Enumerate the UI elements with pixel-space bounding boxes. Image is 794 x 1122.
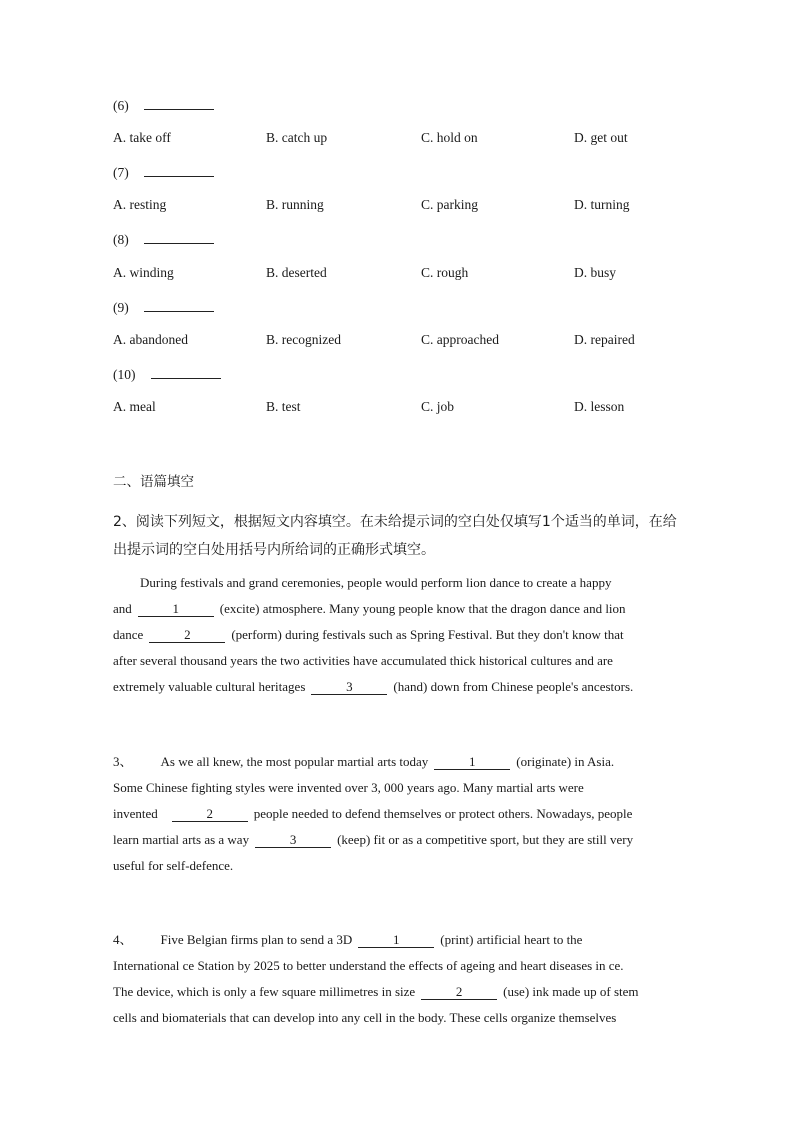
- passage-number: 3、: [113, 754, 133, 769]
- passage-line: after several thousand years the two activities have accumulated thick historical cultures and are: [113, 653, 613, 668]
- passage-3: [113, 749, 683, 879]
- answer-blank[interactable]: [144, 96, 214, 110]
- fill-blank-2[interactable]: 2: [149, 627, 225, 643]
- option-a[interactable]: A. resting: [113, 197, 167, 212]
- passage-text: invented: [113, 806, 158, 821]
- answer-blank[interactable]: [144, 230, 214, 244]
- passage-text: (print) artificial heart to the: [440, 932, 583, 947]
- option-d[interactable]: D. busy: [574, 265, 617, 280]
- passage-text: (keep) fit or as a competitive sport, but they are still very: [337, 832, 634, 847]
- option-b[interactable]: B. test: [266, 399, 301, 414]
- option-d[interactable]: D. get out: [574, 130, 628, 145]
- option-d[interactable]: D. repaired: [574, 332, 635, 347]
- option-b[interactable]: B. recognized: [266, 332, 341, 347]
- passage-text: learn martial arts as a way: [113, 832, 250, 847]
- passage-text: extremely valuable cultural heritages: [113, 679, 306, 694]
- question-number: (8): [113, 232, 129, 247]
- option-d[interactable]: D. lesson: [574, 399, 625, 414]
- fill-blank-3[interactable]: 3: [255, 832, 331, 848]
- section-title: 二、语篇填空: [113, 474, 194, 490]
- passage-line: cells and biomaterials that can develop into any cell in the body. These cells organize themselves: [113, 1010, 617, 1025]
- fill-blank-1[interactable]: 1: [358, 932, 434, 948]
- passage-text: Five Belgian firms plan to send a 3D: [160, 932, 353, 947]
- answer-blank[interactable]: [151, 365, 221, 379]
- option-b[interactable]: B. deserted: [266, 265, 327, 280]
- passage-text: (perform) during festivals such as Spring Festival. But they don't know that: [231, 627, 624, 642]
- passage-line: During festivals and grand ceremonies, people would perform lion dance to create a happy: [140, 575, 612, 590]
- passage-text: The device, which is only a few square millimetres in size: [113, 984, 416, 999]
- passage-2: [113, 570, 683, 700]
- passage-number: 4、: [113, 932, 133, 947]
- passage-text: (use) ink made up of stem: [503, 984, 639, 999]
- passage-line: Some Chinese fighting styles were invented over 3, 000 years ago. Many martial arts were: [113, 780, 584, 795]
- option-b[interactable]: B. catch up: [266, 130, 328, 145]
- option-a[interactable]: A. meal: [113, 399, 156, 414]
- passage-line: International ce Station by 2025 to better understand the effects of ageing and heart diseases in ce.: [113, 958, 624, 973]
- instruction-line-2: 出提示词的空白处用括号内所给词的正确形式填空。: [113, 542, 435, 558]
- passage-text: dance: [113, 627, 144, 642]
- fill-blank-2[interactable]: 2: [421, 984, 497, 1000]
- passage-text: people needed to defend themselves or protect others. Nowadays, people: [253, 806, 633, 821]
- passage-4: [113, 927, 683, 1031]
- option-a[interactable]: A. take off: [113, 130, 171, 145]
- fill-blank-2[interactable]: 2: [172, 806, 248, 822]
- question-number: (6): [113, 98, 129, 113]
- question-number: (9): [113, 300, 129, 315]
- passage-text: (excite) atmosphere. Many young people know that the dragon dance and lion: [219, 601, 626, 616]
- fill-blank-3[interactable]: 3: [311, 679, 387, 695]
- passage-text: As we all knew, the most popular martial arts today: [160, 754, 429, 769]
- option-c[interactable]: C. job: [421, 399, 455, 414]
- option-a[interactable]: A. abandoned: [113, 332, 188, 347]
- answer-blank[interactable]: [144, 163, 214, 177]
- option-c[interactable]: C. approached: [421, 332, 499, 347]
- question-number: (7): [113, 165, 129, 180]
- option-c[interactable]: C. parking: [421, 197, 478, 212]
- option-d[interactable]: D. turning: [574, 197, 630, 212]
- fill-blank-1[interactable]: 1: [434, 754, 510, 770]
- answer-blank[interactable]: [144, 298, 214, 312]
- option-a[interactable]: A. winding: [113, 265, 174, 280]
- fill-blank-1[interactable]: 1: [138, 601, 214, 617]
- passage-line: useful for self-defence.: [113, 858, 234, 873]
- option-b[interactable]: B. running: [266, 197, 324, 212]
- passage-text: (originate) in Asia.: [516, 754, 615, 769]
- passage-text: (hand) down from Chinese people's ancestors.: [393, 679, 634, 694]
- option-c[interactable]: C. rough: [421, 265, 469, 280]
- question-number: (10): [113, 367, 136, 382]
- passage-text: and: [113, 601, 132, 616]
- instruction-line-1: 2、阅读下列短文，根据短文内容填空。在未给提示词的空白处仅填写1个适当的单词，在给: [113, 514, 677, 530]
- option-c[interactable]: C. hold on: [421, 130, 478, 145]
